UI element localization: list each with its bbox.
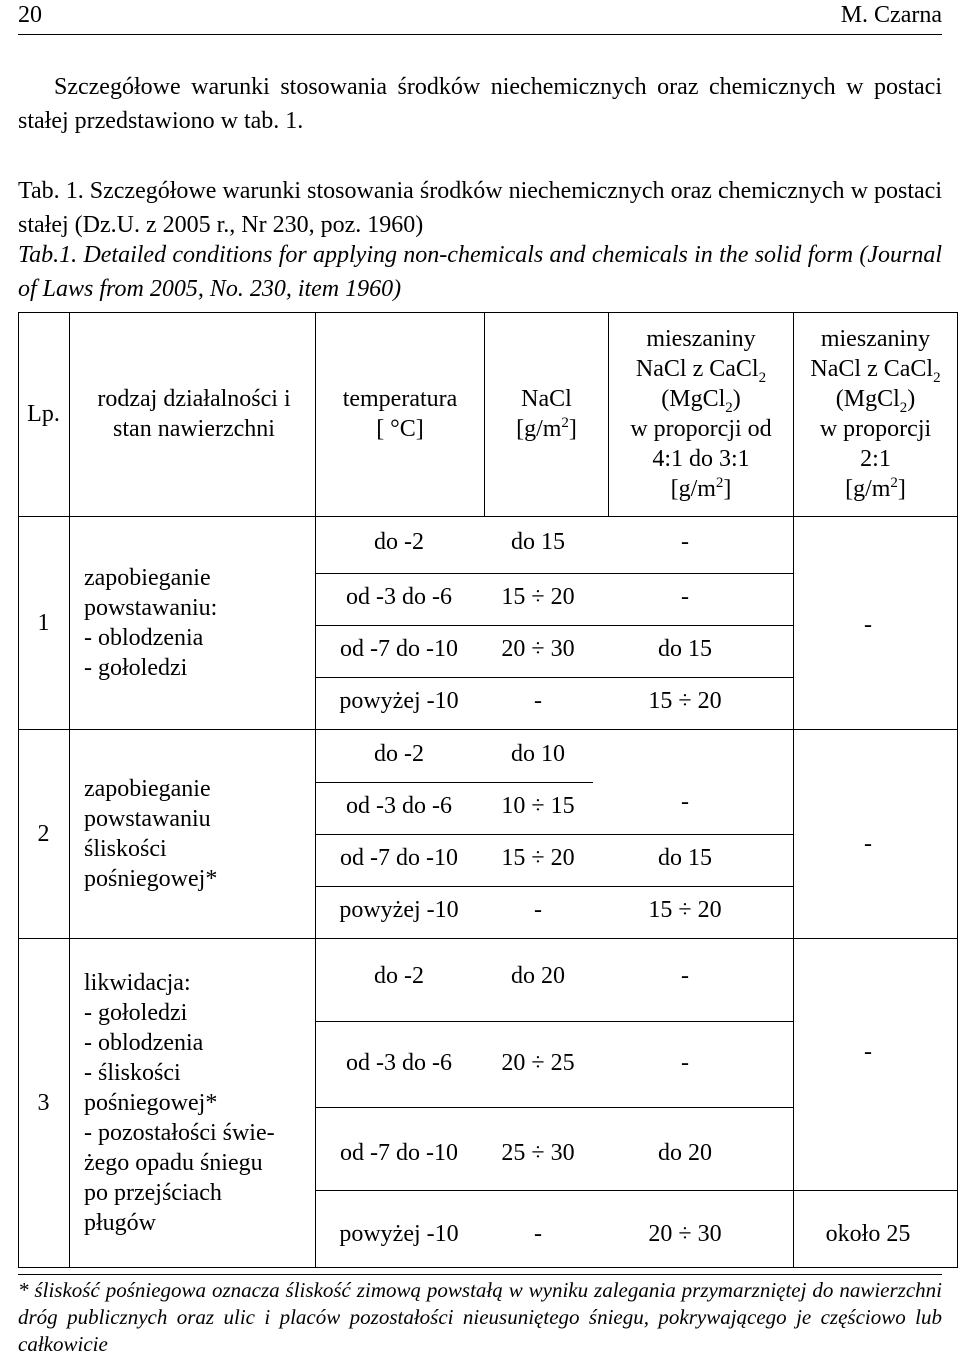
row3-mix2: - [864, 1039, 872, 1065]
row1-temp-4: powyżej -10 [339, 688, 459, 714]
row3-lp: 3 [37, 1090, 50, 1116]
row1-mix1-4: 15 ÷ 20 [648, 688, 722, 714]
row3-mix1-4: 20 ÷ 30 [648, 1221, 722, 1247]
row3-nacl-3: 25 ÷ 30 [501, 1140, 575, 1166]
intro-paragraph: Szczegółowe warunki stosowania środków niechemicznych oraz chemicznych w postaci stałej przedstawiono w tab. 1. [18, 74, 942, 134]
row1-nacl-3: 20 ÷ 30 [501, 636, 575, 662]
page-header [18, 0, 942, 35]
row2-nacl-2: 10 ÷ 15 [501, 793, 575, 819]
running-head: M. Czarna [840, 2, 942, 28]
row2-mix1-merged: - [681, 789, 689, 815]
row1-temp-3: od -7 do -10 [340, 636, 458, 662]
row3-activity: likwidacja: - gołoledzi - oblodzenia - śliskości pośniegowej* - pozostałości świe- żego opadu śniegu po przejściach pługów [84, 970, 275, 1236]
row2-mix1-4: 15 ÷ 20 [648, 897, 722, 923]
row1-temp-2: od -3 do -6 [346, 584, 452, 610]
row1-nacl-2: 15 ÷ 20 [501, 584, 575, 610]
header-mixture-4-1: mieszaniny NaCl z CaCl$_2$ (MgCl$_2$) w proporcji od 4:1 do 3:1 $[g/m^2]$ [630, 326, 772, 502]
row3-nacl-4: - [534, 1221, 542, 1247]
row2-lp: 2 [37, 821, 50, 847]
row2-temp-4: powyżej -10 [339, 897, 459, 923]
table-caption-pl: Tab. 1. Szczegółowe warunki stosowania środków niechemicznych oraz chemicznych w postaci stałej (Dz.U. z 2005 r., Nr 230, poz. 1960) [18, 178, 942, 238]
row1-temp-1: do -2 [374, 529, 424, 555]
row1-mix2: - [864, 612, 872, 638]
footnote: * śliskość pośniegowa oznacza śliskość zimową powstałą w wyniku zalegania przymarzniętej do nawierzchni dróg publicznych oraz ulic i placów pozostałości nieusuniętego śniegu, pokrywającego je częściowo lub całkowicie [18, 1274, 942, 1358]
row1-lp: 1 [37, 610, 50, 636]
row3-temp-4: powyżej -10 [339, 1221, 459, 1247]
row2-temp-1: do -2 [374, 741, 424, 767]
row1-mix1-2: - [681, 584, 689, 610]
header-activity: rodzaj działalności i stan nawierzchni [97, 386, 291, 442]
row3-nacl-1: do 20 [511, 963, 565, 989]
table-caption-en: Tab.1. Detailed conditions for applying non-chemicals and chemicals in the solid form (Journal of Laws from 2005, No. 230, item 1960) [18, 242, 942, 302]
row2-nacl-1: do 10 [511, 741, 565, 767]
row2-temp-2: od -3 do -6 [346, 793, 452, 819]
row1-mix1-3: do 15 [658, 636, 712, 662]
row1-nacl-1: do 15 [511, 529, 565, 555]
row2-nacl-3: 15 ÷ 20 [501, 845, 575, 871]
row1-mix1-1: - [681, 529, 689, 555]
row1-nacl-4: - [534, 688, 542, 714]
row3-nacl-2: 20 ÷ 25 [501, 1050, 575, 1076]
conditions-table [18, 312, 958, 1268]
page-number: 20 [18, 2, 42, 28]
row3-mix2-last: około 25 [825, 1221, 911, 1247]
row2-activity: zapobieganie powstawaniu śliskości pośniegowej* [84, 776, 218, 892]
row3-mix1-2: - [681, 1050, 689, 1076]
row2-mix2: - [864, 831, 872, 857]
row3-temp-1: do -2 [374, 963, 424, 989]
row2-temp-3: od -7 do -10 [340, 845, 458, 871]
row2-mix1-3: do 15 [658, 845, 712, 871]
row3-temp-3: od -7 do -10 [340, 1140, 458, 1166]
header-lp: Lp. [27, 401, 60, 427]
row3-mix1-3: do 20 [658, 1140, 712, 1166]
header-mixture-2-1: mieszaniny NaCl z CaCl$_2$ (MgCl$_2$) w proporcji 2:1 $[g/m^2]$ [810, 326, 941, 502]
header-temperature: temperatura [ °C] [342, 386, 458, 442]
row1-activity: zapobieganie powstawaniu: - oblodzenia - gołoledzi [84, 565, 218, 681]
row2-nacl-4: - [534, 897, 542, 923]
header-nacl: NaCl $[g/m^2]$ [516, 386, 577, 442]
row3-temp-2: od -3 do -6 [346, 1050, 452, 1076]
row3-mix1-1: - [681, 963, 689, 989]
